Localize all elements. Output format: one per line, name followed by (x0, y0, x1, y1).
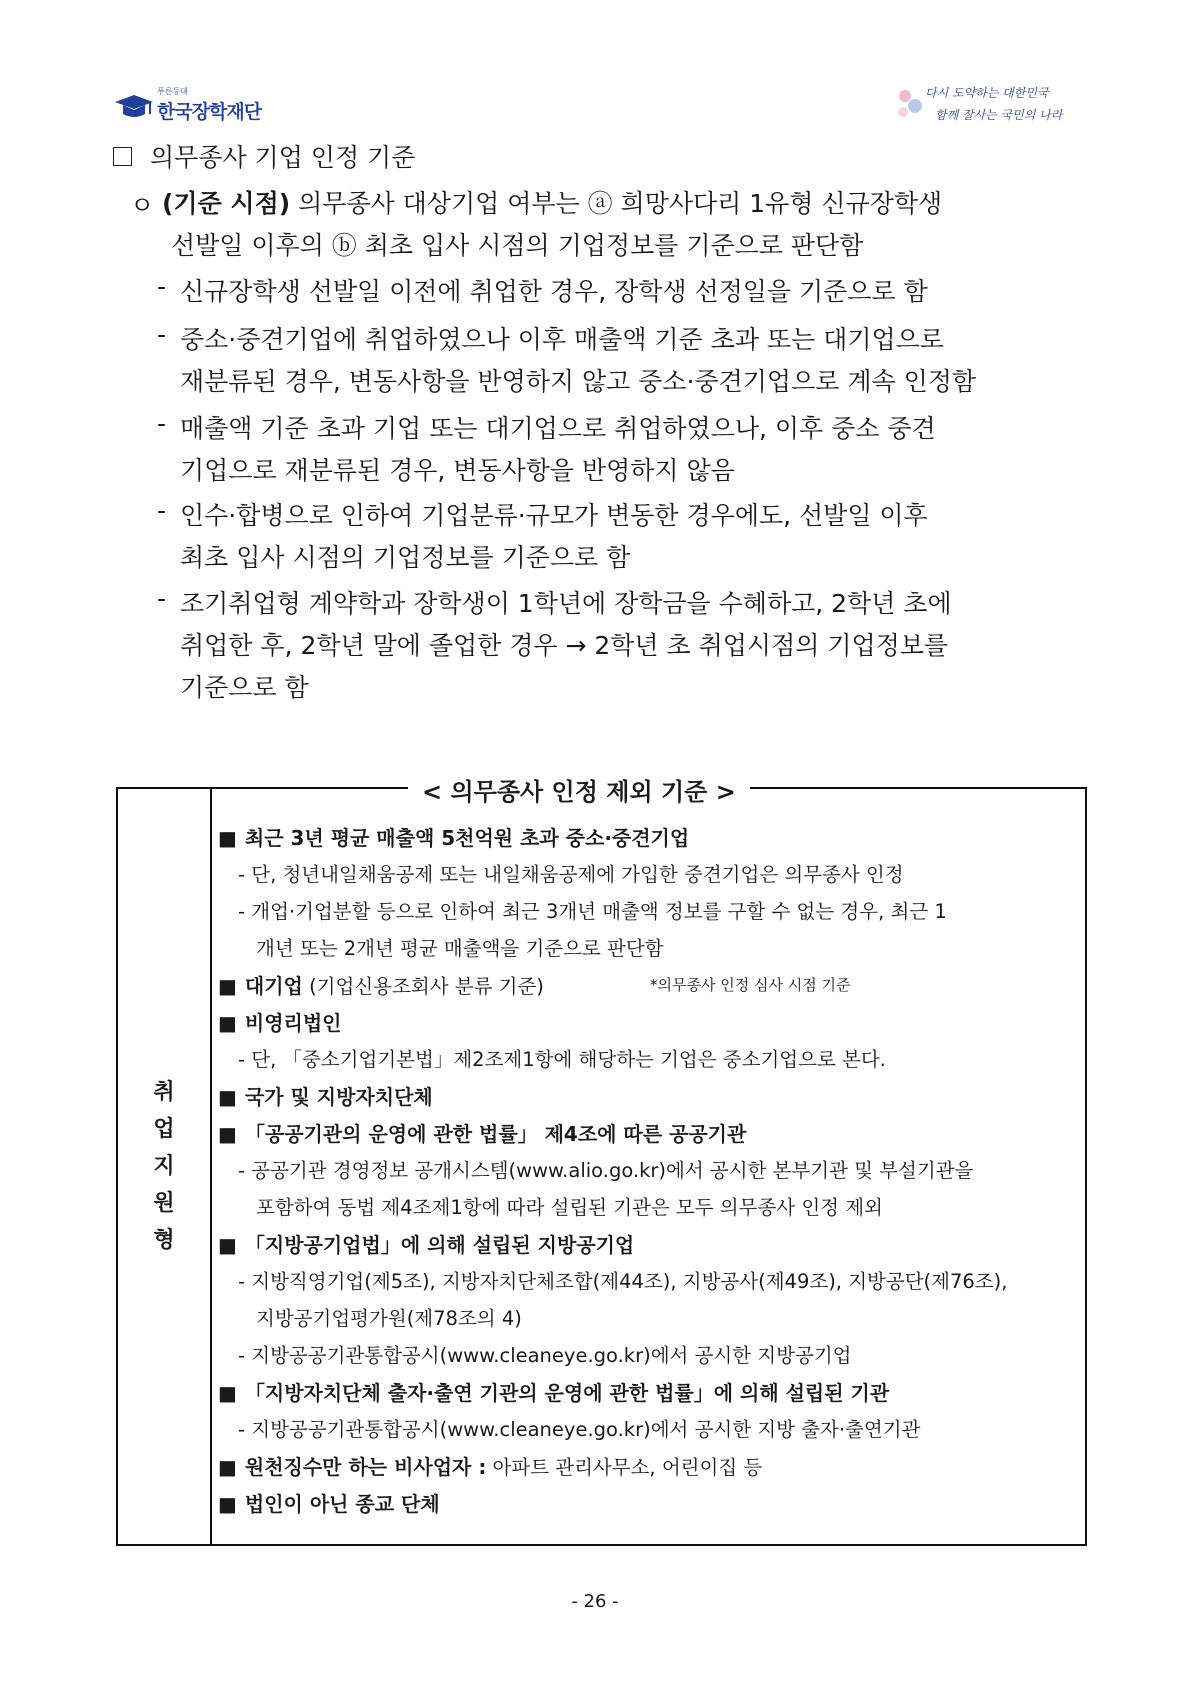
page-number: - 26 - (571, 1591, 619, 1612)
box-line: - 지방직영기업(제5조), 지방자치단체조합(제44조), 지방공사(제49조), 지방공단(제76조), (238, 1270, 1008, 1293)
box-heading: 국가 및 지방자치단체 (244, 1085, 433, 1109)
box-text: (기업신용조회사 분류 기준) (302, 975, 544, 998)
bullet-line-2: 선발일 이후의 ⓑ 최초 입사 시점의 기업정보를 기준으로 판단함 (171, 231, 864, 260)
box-heading: 대기업 (244, 974, 303, 998)
box-line (218, 1229, 634, 1258)
section-title (113, 138, 415, 174)
foundation-logo (113, 86, 293, 130)
item-2-line-2: 재분류된 경우, 변동사항을 반영하지 않고 중소·중견기업으로 계속 인정함 (180, 367, 977, 396)
box-note: *의무종사 인정 심사 시점 기준 (650, 976, 851, 994)
bullet-line-1 (162, 184, 942, 220)
logo-name: 한국장학재단 (157, 101, 262, 123)
graduation-cap-icon (113, 92, 155, 122)
circle-bullet-icon: ㅇ (130, 191, 155, 220)
box-heading: 「지방공기업법」에 의해 설립된 지방공기업 (244, 1233, 635, 1257)
bullet-label: (기준 시점) (162, 189, 291, 218)
box-line: - 지방공공기관통합공시(www.cleaneye.go.kr)에서 공시한 지방 출자·출연기관 (238, 1418, 921, 1441)
side-char: 원 (153, 1191, 175, 1216)
box-line: - 공공기관 경영정보 공개시스템(www.alio.go.kr)에서 공시한 본부기관 및 부설기관을 (238, 1159, 974, 1182)
dash-icon: - (157, 409, 167, 438)
box-heading: 법인이 아닌 종교 단체 (244, 1492, 440, 1516)
slogan-line-2: 함께 잘사는 국민의 나라 (935, 108, 1063, 122)
box-heading: 비영리법인 (244, 1011, 342, 1035)
item-4-line-2: 최초 입사 시점의 기업정보를 기준으로 함 (180, 543, 631, 572)
box-heading: 「지방자치단체 출자·출연 기관의 운영에 관한 법률」에 의해 설립된 기관 (244, 1381, 890, 1405)
side-char: 형 (153, 1228, 175, 1253)
side-char: 취 (153, 1080, 175, 1105)
square-bullet-icon: ■ (218, 974, 237, 998)
box-heading: 「공공기관의 운영에 관한 법률」 제4조에 따른 공공기관 (244, 1122, 747, 1146)
box-title: < 의무종사 인정 제외 기준 > (408, 772, 750, 807)
box-line (218, 1451, 762, 1480)
item-3-line-1: 매출액 기준 초과 기업 또는 대기업으로 취업하였으나, 이후 중소 중견 (180, 414, 936, 443)
square-bullet-icon: ■ (218, 1455, 237, 1479)
square-bullet-icon: ■ (218, 1492, 237, 1516)
box-line (218, 1488, 440, 1517)
square-bullet-icon: ■ (218, 1122, 237, 1146)
box-heading: 원천징수만 하는 비사업자 : (244, 1455, 487, 1479)
square-bullet-icon: ■ (218, 1085, 237, 1109)
box-line: 지방공기업평가원(제78조의 4) (256, 1307, 522, 1330)
square-bullet-icon: ■ (218, 826, 237, 850)
square-bullet-icon: ■ (218, 1381, 237, 1405)
item-4-line-1: 인수·합병으로 인하여 기업분류·규모가 변동한 경우에도, 선발일 이후 (180, 501, 928, 530)
item-5-line-2: 취업한 후, 2학년 말에 졸업한 경우 → 2학년 초 취업시점의 기업정보를 (180, 631, 949, 660)
dash-icon: - (157, 320, 167, 349)
box-line (218, 1007, 342, 1036)
item-1-line-1: 신규장학생 선발일 이전에 취업한 경우, 장학생 선정일을 기준으로 함 (180, 277, 928, 306)
box-line (218, 1377, 889, 1406)
dash-icon: - (157, 584, 167, 613)
box-line (218, 1118, 746, 1147)
section-title-text: 의무종사 기업 인정 기준 (150, 143, 416, 172)
item-5-line-3: 기준으로 함 (180, 673, 309, 702)
slogan-decoration-icon (895, 84, 929, 124)
box-line: - 단, 청년내일채움공제 또는 내일채움공제에 가입한 중견기업은 의무종사 인정 (238, 863, 904, 886)
box-line (218, 822, 689, 851)
dash-icon: - (157, 272, 167, 301)
logo-tagline: 푸른등대 (157, 87, 188, 96)
box-line: 개년 또는 2개년 평균 매출액을 기준으로 판단함 (256, 937, 664, 960)
government-slogan (895, 80, 1085, 130)
slogan-line-1: 다시 도약하는 대한민국 (925, 86, 1049, 100)
side-char: 업 (153, 1117, 175, 1142)
bullet-line-1-text: 의무종사 대상기업 여부는 ⓐ 희망사다리 1유형 신규장학생 (290, 189, 943, 218)
box-heading: 최근 3년 평균 매출액 5천억원 초과 중소·중견기업 (244, 826, 690, 850)
side-char: 지 (153, 1154, 175, 1179)
square-bullet-icon: ■ (218, 1011, 237, 1035)
box-line (218, 1081, 433, 1110)
box-line: - 단, 「중소기업기본법」제2조제1항에 해당하는 기업은 중소기업으로 본다. (238, 1048, 886, 1071)
box-line (218, 970, 544, 999)
item-5-line-1: 조기취업형 계약학과 장학생이 1학년에 장학금을 수혜하고, 2학년 초에 (180, 589, 952, 618)
box-line: - 지방공공기관통합공시(www.cleaneye.go.kr)에서 공시한 지방공기업 (238, 1344, 852, 1367)
box-line: - 개업·기업분할 등으로 인하여 최근 3개년 매출액 정보를 구할 수 없는 경우, 최근 1 (238, 900, 947, 923)
box-divider (210, 789, 212, 1544)
box-line: 포함하여 동법 제4조제1항에 따라 설립된 기관은 모두 의무종사 인정 제외 (256, 1196, 883, 1219)
box-side-label (118, 789, 210, 1544)
checkbox-icon (113, 147, 132, 166)
box-text: 아파트 관리사무소, 어린이집 등 (486, 1456, 763, 1479)
dash-icon: - (157, 496, 167, 525)
item-3-line-2: 기업으로 재분류된 경우, 변동사항을 반영하지 않음 (180, 456, 735, 485)
item-2-line-1: 중소·중견기업에 취업하였으나 이후 매출액 기준 초과 또는 대기업으로 (180, 325, 944, 354)
square-bullet-icon: ■ (218, 1233, 237, 1257)
